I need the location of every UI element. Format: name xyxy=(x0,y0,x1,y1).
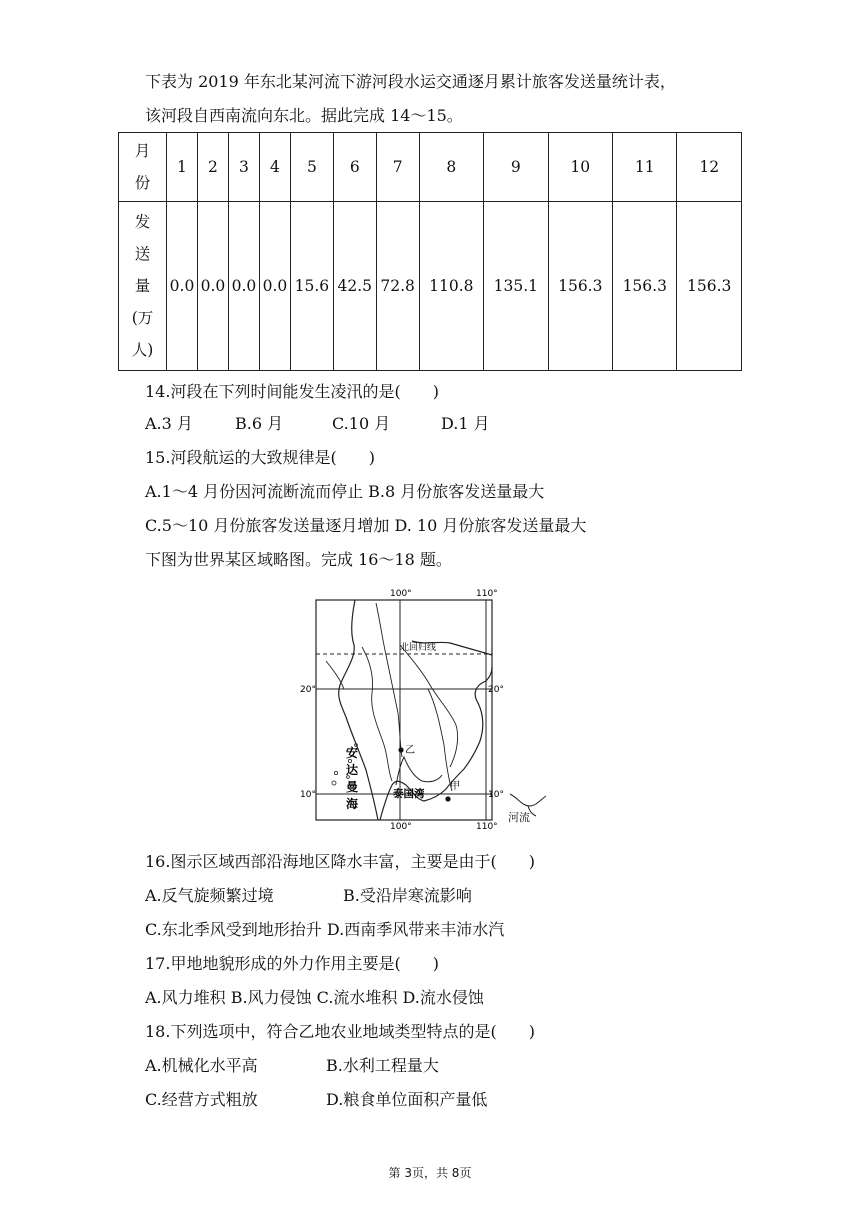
passenger-table xyxy=(118,132,742,371)
month-cell: 10 xyxy=(548,133,612,202)
gulf-label: 泰国湾 xyxy=(393,788,425,800)
q16-options-line-2: C.东北季风受到地形抬升 D.西南季风带来丰沛水汽 xyxy=(145,920,505,939)
lon-label-110-bottom: 110° xyxy=(476,822,498,830)
volume-header-char: 人) xyxy=(131,341,154,359)
value-cell: 72.8 xyxy=(376,202,419,371)
q15-options-line-1: A.1～4 月份因河流断流而停止 B.8 月份旅客发送量最大 xyxy=(145,482,545,501)
lon-label-100-top: 100° xyxy=(390,589,412,599)
value-cell: 110.8 xyxy=(419,202,483,371)
q15-stem: 15.河段航运的大致规律是( ) xyxy=(145,448,375,467)
intro-line-1: 下表为 2019 年东北某河流下游河段水运交通逐月累计旅客发送量统计表， xyxy=(145,72,676,91)
q17-options: A.风力堆积 B.风力侵蚀 C.流水堆积 D.流水侵蚀 xyxy=(145,988,484,1007)
point-yi-label: 乙 xyxy=(405,745,415,756)
q18-stem: 18.下列选项中，符合乙地农业地域类型特点的是( ) xyxy=(145,1022,535,1041)
month-cell: 3 xyxy=(228,133,259,202)
lat-label-20-left: 20° xyxy=(300,685,316,695)
river-line xyxy=(326,661,344,689)
value-cell: 135.1 xyxy=(484,202,548,371)
month-cell: 11 xyxy=(613,133,677,202)
gulf-coast xyxy=(396,757,442,785)
month-cell: 1 xyxy=(167,133,198,202)
month-cell: 7 xyxy=(376,133,419,202)
q18-option-a: A.机械化水平高 xyxy=(145,1056,258,1075)
q14-option-c: C.10 月 xyxy=(332,414,391,433)
river-line xyxy=(428,689,452,791)
value-cell: 42.5 xyxy=(333,202,376,371)
month-cell: 12 xyxy=(677,133,742,202)
sea-label-char: 达 xyxy=(346,763,359,777)
value-cell: 0.0 xyxy=(259,202,290,371)
q16-stem: 16.图示区域西部沿海地区降水丰富，主要是由于( ) xyxy=(145,852,535,871)
month-header-char: 月 xyxy=(134,142,151,160)
river-legend-label: 河流 xyxy=(508,811,530,824)
intro-line-2: 该河段自西南流向东北。据此完成 14～15。 xyxy=(145,106,463,125)
page-footer: 第 3页，共 8页 xyxy=(388,1166,472,1180)
map-frame xyxy=(316,600,492,820)
sea-label-char: 安 xyxy=(346,746,359,760)
coastline xyxy=(339,600,492,820)
volume-header-char: (万 xyxy=(131,309,154,327)
value-cell: 156.3 xyxy=(548,202,612,371)
value-cell: 0.0 xyxy=(228,202,259,371)
month-cell: 5 xyxy=(290,133,333,202)
lat-label-10-left: 10° xyxy=(300,790,316,800)
sea-label-char: 海 xyxy=(346,797,359,811)
lat-label-20-right: 20° xyxy=(488,685,504,695)
q18-option-d: D.粮食单位面积产量低 xyxy=(326,1090,488,1109)
volume-header-char: 发 xyxy=(134,213,151,231)
q18-option-c: C.经营方式粗放 xyxy=(145,1090,258,1109)
q14-stem: 14.河段在下列时间能发生凌汛的是( ) xyxy=(145,382,439,401)
month-cell: 4 xyxy=(259,133,290,202)
month-cell: 2 xyxy=(197,133,228,202)
point-jia-marker xyxy=(445,796,450,801)
q14-option-a: A.3 月 xyxy=(145,414,193,433)
lat-label-10-right: 10° xyxy=(488,790,504,800)
q16-option-b: B.受沿岸寒流影响 xyxy=(343,886,472,905)
border-line xyxy=(362,647,392,781)
q18-option-b: B.水利工程量大 xyxy=(326,1056,439,1075)
month-cell: 8 xyxy=(419,133,483,202)
q15-options-line-2: C.5～10 月份旅客发送量逐月增加 D. 10 月份旅客发送量最大 xyxy=(145,516,587,535)
q16-option-a: A.反气旋频繁过境 xyxy=(145,886,274,905)
value-cell: 15.6 xyxy=(290,202,333,371)
q14-option-d: D.1 月 xyxy=(441,414,490,433)
tropic-label: 北回归线 xyxy=(400,643,437,653)
table-value-row xyxy=(119,202,742,371)
region-map xyxy=(300,585,520,830)
value-cell: 0.0 xyxy=(167,202,198,371)
value-cell: 0.0 xyxy=(197,202,228,371)
intro-map: 下图为世界某区域略图。完成 16～18 题。 xyxy=(145,550,452,569)
q17-stem: 17.甲地地貌形成的外力作用主要是( ) xyxy=(145,954,439,973)
month-cell: 6 xyxy=(333,133,376,202)
lon-label-100-bottom: 100° xyxy=(390,822,412,830)
lon-label-110-top: 110° xyxy=(476,589,498,599)
value-cell: 156.3 xyxy=(613,202,677,371)
table-header-row xyxy=(119,133,742,202)
month-header-char: 份 xyxy=(134,174,151,192)
month-cell: 9 xyxy=(484,133,548,202)
volume-header-cell xyxy=(119,202,167,371)
point-jia-label: 甲 xyxy=(450,781,460,792)
island xyxy=(334,771,337,774)
q14-option-b: B.6 月 xyxy=(235,414,284,433)
point-yi-marker xyxy=(398,747,403,752)
value-cell: 156.3 xyxy=(677,202,742,371)
month-header-cell xyxy=(119,133,167,202)
volume-header-char: 送 xyxy=(134,245,151,263)
volume-header-char: 量 xyxy=(134,277,151,295)
island xyxy=(332,781,336,785)
sea-label-char: 曼 xyxy=(346,780,359,794)
